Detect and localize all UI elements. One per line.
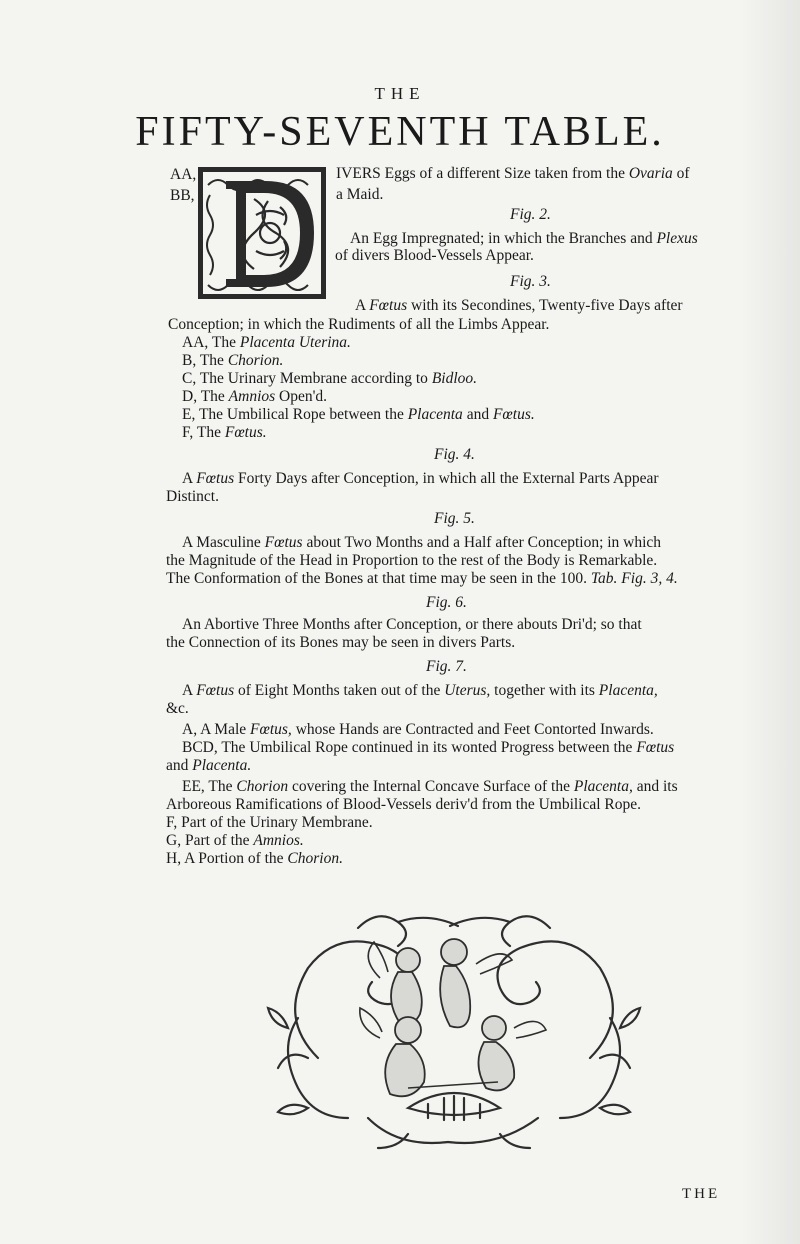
fig7-line-2: &c. [166,700,189,717]
fig2-heading: Fig. 2. [510,206,551,223]
fig7-heading: Fig. 7. [426,658,467,675]
fig7-item-ee-2: Arboreous Ramifications of Blood-Vessels deriv'd from the Umbilical Rope. [166,796,642,813]
fig7-item-ee: EE, The Chorion covering the Internal Concave Surface of the Placenta, and its [182,778,678,795]
fig4-line-2: Distinct. [166,488,219,505]
fig3-item-e: E, The Umbilical Rope between the Placenta and Fœtus. [182,406,535,423]
label-aa: AA, [170,166,197,183]
fig7-item-f: F, Part of the Urinary Membrane. [166,814,373,831]
fig3-line-1: A Fœtus with its Secondines, Twenty-five Days after [355,297,683,314]
fig5-line-2: the Magnitude of the Head in Proportion to the rest of the Body is Remarkable. [166,552,658,569]
fig5-line-3: The Conformation of the Bones at that time may be seen in the 100. Tab. Fig. 3, 4. [166,570,678,587]
label-bb: BB, [170,187,195,204]
fig3-line-2: Conception; in which the Rudiments of all the Limbs Appear. [168,316,550,333]
fig5-line-1: A Masculine Fœtus about Two Months and a Half after Conception; in which [182,534,662,551]
fig3-item-b: B, The Chorion. [182,352,284,369]
fig2-line-2: of divers Blood-Vessels Appear. [335,247,534,264]
fig3-item-f: F, The Fœtus. [182,424,267,441]
fig3-heading: Fig. 3. [510,273,551,290]
fig7-item-a: A, A Male Fœtus, whose Hands are Contracted and Feet Contorted Inwards. [182,721,654,738]
fig7-item-h: H, A Portion of the Chorion. [166,850,343,867]
fig3-item-aa: AA, The Placenta Uterina. [182,334,351,351]
fig3-item-c: C, The Urinary Membrane according to Bidloo. [182,370,478,387]
fig6-heading: Fig. 6. [426,594,467,611]
fig7-item-g: G, Part of the Amnios. [166,832,304,849]
fig2-line-1: An Egg Impregnated; in which the Branches and Plexus [350,230,698,247]
fig7-line-1: A Fœtus of Eight Months taken out of the Uterus, together with its Placenta, [182,682,658,699]
catchword: THE [682,1186,721,1202]
fig6-line-1: An Abortive Three Months after Conception, or there abouts Dri'd; so that [182,616,642,633]
fig7-item-bcd-2: and Placenta. [166,757,252,774]
intro-line-1: IVERS Eggs of a different Size taken from the Ovaria of [336,165,690,182]
fig7-item-bcd: BCD, The Umbilical Rope continued in its wonted Progress between the Fœtus [182,739,675,756]
page-shadow [740,0,800,1244]
fig5-heading: Fig. 5. [434,510,475,527]
fig4-heading: Fig. 4. [434,446,475,463]
cherub-ornament-icon [258,908,650,1156]
header-the: THE [374,84,426,103]
page-title: FIFTY-SEVENTH TABLE. [135,109,665,155]
fig6-line-2: the Connection of its Bones may be seen in divers Parts. [166,634,516,651]
intro-line-2: a Maid. [336,186,384,203]
fig4-line-1: A Fœtus Forty Days after Conception, in which all the External Parts Appear [182,470,659,487]
fig3-item-d: D, The Amnios Open'd. [182,388,328,405]
dropcap-ornament-icon [196,165,328,301]
